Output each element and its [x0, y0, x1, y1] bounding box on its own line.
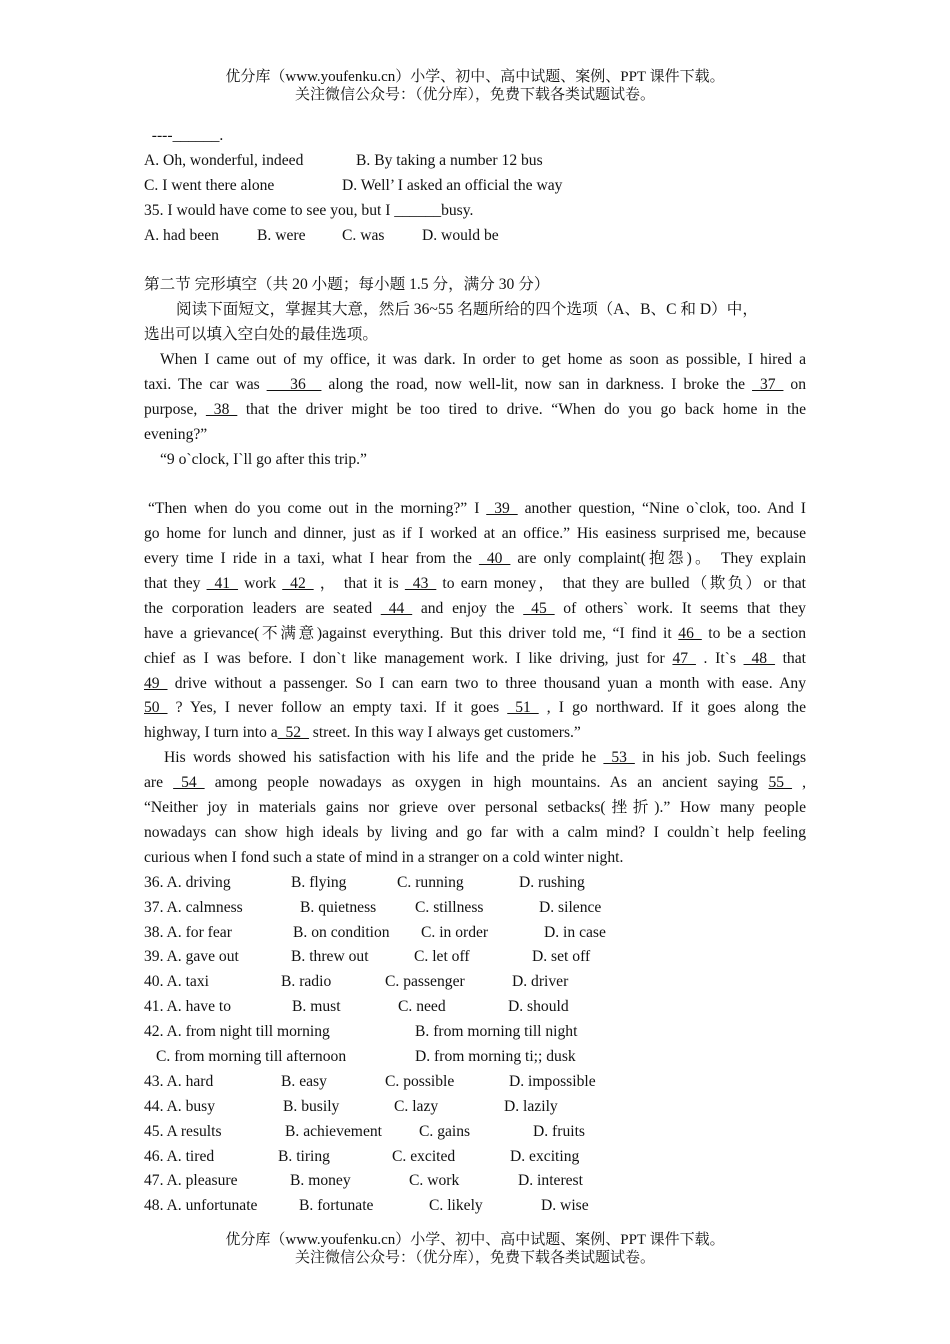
passage-line-5: “9 o`clock, I`ll go after this trip.”: [160, 450, 367, 468]
option-c: C. let off: [414, 948, 470, 966]
option-b: B. fortunate: [299, 1197, 374, 1215]
option-row: [144, 1120, 806, 1145]
text: . It`s: [703, 649, 736, 667]
text: taxi. The car was: [144, 375, 260, 393]
blank-49: 49_: [144, 674, 168, 692]
page-header: [0, 68, 950, 104]
blank-43: _43_: [404, 575, 437, 593]
q35-options: [144, 224, 806, 249]
option-row: [144, 1169, 806, 1194]
blank-48: _48_: [743, 649, 775, 667]
option-row: [144, 871, 806, 896]
period: .: [219, 127, 224, 144]
q35-option-a: A. had been: [144, 226, 219, 244]
q34-option-d: D. Well’ I asked an official the way: [342, 176, 563, 194]
option-row: [144, 970, 806, 995]
blank-36: ___36__: [266, 375, 322, 393]
option-c: C. possible: [385, 1072, 455, 1090]
option-a: 36. A. driving: [144, 873, 231, 891]
option-b: B. threw out: [291, 948, 369, 966]
option-d: D. impossible: [509, 1072, 596, 1090]
blank-53: _53_: [603, 749, 635, 767]
blank-55: 55_: [768, 774, 792, 792]
blank-38: _38_: [205, 400, 238, 418]
option-b: B. tiring: [278, 1147, 330, 1165]
option-row: [144, 945, 806, 970]
passage-line-2: [144, 373, 806, 398]
q35-option-d: D. would be: [422, 226, 499, 244]
option-row: [144, 1070, 806, 1095]
option-a: 46. A. tired: [144, 1147, 215, 1165]
passage-line-1: When I came out of my office, it was dark. In order to get home as soon as possible, I hired a: [160, 351, 806, 369]
q35-option-b: B. were: [257, 226, 306, 244]
q34-option-c: C. I went there alone: [144, 176, 275, 194]
option-a: 38. A. for fear: [144, 923, 232, 941]
option-c: C. likely: [429, 1197, 483, 1215]
option-b: B. quietness: [300, 898, 377, 916]
option-d: D. should: [508, 998, 569, 1016]
option-c: C. work: [409, 1172, 460, 1190]
passage-line-8: [144, 547, 806, 572]
option-c: C. in order: [421, 923, 489, 941]
text: the corporation leaders are seated: [144, 599, 373, 617]
text: chief as I was before. I don`t like management work. I like driving, just for: [144, 649, 665, 667]
text: on: [790, 375, 806, 393]
option-a: 40. A. taxi: [144, 973, 209, 991]
option-a: 41. A. have to: [144, 998, 232, 1016]
passage-line-9: [144, 572, 806, 597]
passage-line-20: curious when I fond such a state of mind in a stranger on a cold winter night.: [144, 848, 624, 866]
option-d: D. set off: [532, 948, 591, 966]
text: among people nowadays as oxygen in high mountains. As an ancient saying: [214, 774, 759, 792]
text: have a grievance(不满意)against everything. But this driver told me, “I find it: [144, 624, 672, 642]
text: along the road, now well-lit, now san in darkness. I broke the: [328, 375, 746, 393]
option-c: C. from morning till afternoon: [156, 1047, 347, 1065]
q34-option-a: A. Oh, wonderful, indeed: [144, 151, 304, 169]
passage-line-15: [144, 721, 806, 746]
passage-line-14: [144, 696, 806, 721]
option-c: C. excited: [392, 1147, 456, 1165]
option-row: [144, 1145, 806, 1170]
q34-options-cd: [144, 174, 806, 199]
option-d: D. from morning ti;; dusk: [415, 1047, 576, 1065]
option-c: C. gains: [419, 1122, 471, 1140]
option-c: C. passenger: [385, 973, 465, 991]
option-a: 39. A. gave out: [144, 948, 239, 966]
passage-line-13: [144, 672, 806, 697]
option-d: D. interest: [518, 1172, 583, 1190]
option-c: C. stillness: [415, 898, 484, 916]
text: every time I ride in a taxi, what I hear from the: [144, 550, 472, 568]
exam-content: [144, 124, 806, 1219]
option-a: 43. A. hard: [144, 1072, 214, 1090]
text: and enjoy the: [420, 599, 515, 617]
option-row: [144, 1194, 806, 1219]
section-instruction-1: 阅读下面短文，掌握其大意，然后 36~55 名题所给的四个选项（A、B、C 和 D）中，: [176, 301, 758, 319]
q35-stem: 35. I would have come to see you, but I ______busy.: [144, 201, 474, 219]
text: “Then when do you come out in the morning?” I: [148, 500, 480, 518]
blank-44: _44_: [380, 599, 413, 617]
text: street. In this way I always get customers.”: [312, 724, 581, 742]
blank-47: 47_: [672, 649, 696, 667]
text: work: [244, 575, 277, 593]
q34-answer-line: [144, 124, 806, 149]
option-b: B. money: [290, 1172, 351, 1190]
option-a: 44. A. busy: [144, 1097, 216, 1115]
passage-line-16: [144, 746, 806, 771]
section-instruction-2: 选出可以填入空白处的最佳选项。: [144, 326, 378, 344]
option-b: B. busily: [283, 1097, 340, 1115]
blank-41: _41_: [206, 575, 238, 593]
option-a: 48. A. unfortunate: [144, 1197, 258, 1215]
passage-line-11: [144, 622, 806, 647]
passage-line-12: [144, 647, 806, 672]
option-d: D. wise: [541, 1197, 589, 1215]
passage-line-19: nowadays can show high ideals by living and go far with a calm mind? I couldn`t help feeling: [144, 823, 806, 841]
q34-option-b: B. By taking a number 12 bus: [356, 151, 543, 169]
blank-42: _42_: [282, 575, 314, 593]
header-line-2: 关注微信公众号：（优分库），免费下载各类试题试卷。: [294, 87, 655, 103]
passage-line-6: [144, 497, 806, 522]
blank-51: _51_: [507, 699, 539, 717]
option-c: C. lazy: [394, 1097, 439, 1115]
footer-line-2: 关注微信公众号：（优分库），免费下载各类试题试卷。: [294, 1250, 655, 1266]
passage-line-17: [144, 771, 806, 796]
option-d: D. silence: [539, 898, 602, 916]
option-b: B. on condition: [293, 923, 390, 941]
option-d: D. in case: [544, 923, 606, 941]
text: highway, I turn into a: [144, 724, 278, 742]
text: in his job. Such feelings: [642, 749, 806, 767]
option-d: D. exciting: [510, 1147, 580, 1165]
dash: ----: [151, 127, 173, 144]
option-row: [144, 896, 806, 921]
answer-blank: ______: [172, 127, 220, 144]
text: another question, “Nine o`clok, too. And I: [524, 500, 806, 518]
header-line-1: 优分库（www.youfenku.cn）小学、初中、高中试题、案例、PPT 课件下载。: [225, 69, 725, 85]
option-c: C. need: [398, 998, 446, 1016]
option-b: B. flying: [291, 873, 347, 891]
text: ,: [802, 774, 806, 792]
text: that the driver might be too tired to drive. “When do you go back home in the: [245, 400, 806, 418]
text: , I go northward. If it goes along the: [546, 699, 806, 717]
option-row: [144, 921, 806, 946]
option-b: B. achievement: [285, 1122, 382, 1140]
option-row: [144, 995, 806, 1020]
blank-40: _40_: [479, 550, 511, 568]
option-b: B. must: [292, 998, 341, 1016]
option-d: D. driver: [512, 973, 569, 991]
text: are: [144, 774, 164, 792]
text: are only complaint(抱怨)。 They explain: [517, 550, 806, 568]
blank-45: _45_: [523, 599, 555, 617]
q35-option-c: C. was: [342, 226, 385, 244]
page-footer: [0, 1231, 950, 1267]
text: drive without a passenger. So I can earn two to three thousand yuan a month with ease. Any: [174, 674, 806, 692]
option-a: 42. A. from night till morning: [144, 1023, 330, 1041]
text: to earn money， that they are bulled（欺负）or that: [442, 575, 806, 593]
q42-options-ab: [144, 1020, 806, 1045]
blank-54: _54_: [173, 774, 205, 792]
blank-52: _52_: [277, 724, 309, 742]
option-a: 47. A. pleasure: [144, 1172, 238, 1190]
passage-line-4: evening?”: [144, 425, 208, 443]
text: ? Yes, I never follow an empty taxi. If it goes: [175, 699, 500, 717]
passage-line-7: go home for lunch and dinner, just as if I worked at an office.” His easiness surprised me, because: [144, 525, 806, 543]
passage-line-18: “Neither joy in materials gains nor grieve over personal setbacks(挫折).” How many people: [144, 799, 806, 817]
text: ， that it is: [319, 575, 399, 593]
text: that: [782, 649, 806, 667]
option-b: B. from morning till night: [415, 1023, 578, 1041]
blank-37: _37_: [752, 375, 784, 393]
text: His words showed his satisfaction with his life and the pride he: [164, 749, 597, 767]
passage-line-3: [144, 398, 806, 423]
blank-39: _39_: [486, 500, 518, 518]
option-a: 37. A. calmness: [144, 898, 243, 916]
text: to be a section: [708, 624, 806, 642]
option-c: C. running: [397, 873, 464, 891]
q42-options-cd: [144, 1045, 806, 1070]
option-d: D. rushing: [519, 873, 585, 891]
blank-46: 46_: [678, 624, 702, 642]
option-b: B. easy: [281, 1072, 327, 1090]
option-d: D. lazily: [504, 1097, 558, 1115]
text: of others` work. It seems that they: [563, 599, 806, 617]
option-b: B. radio: [281, 973, 332, 991]
option-a: 45. A results: [144, 1122, 222, 1140]
footer-line-1: 优分库（www.youfenku.cn）小学、初中、高中试题、案例、PPT 课件下载。: [225, 1232, 725, 1248]
option-d: D. fruits: [533, 1122, 585, 1140]
blank-50: 50_: [144, 699, 168, 717]
passage-line-10: [144, 597, 806, 622]
section-title: 第二节 完形填空（共 20 小题；每小题 1.5 分，满分 30 分）: [144, 276, 550, 294]
q34-options-ab: [144, 149, 806, 174]
text: that they: [144, 575, 201, 593]
text: purpose,: [144, 400, 198, 418]
option-row: [144, 1095, 806, 1120]
